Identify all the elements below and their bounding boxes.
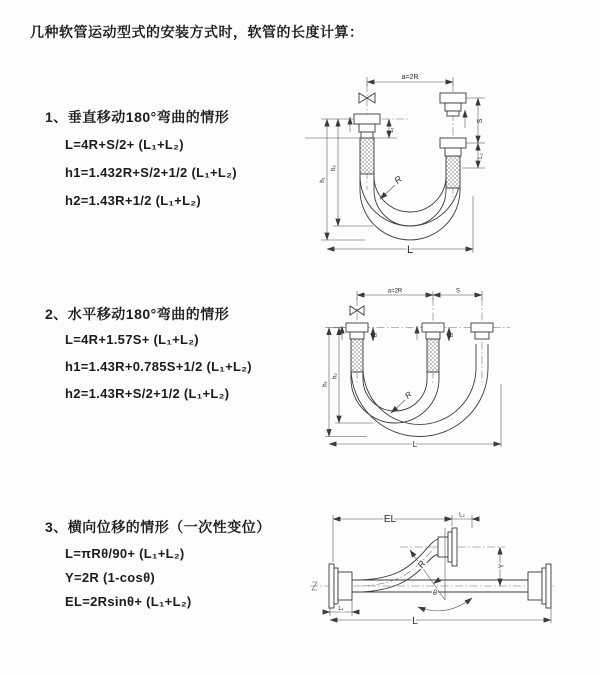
section-2-heading: 2、水平移动180°弯曲的情形 [45, 306, 230, 322]
section-3-heading: 3、横向位移的情形（一次性变位） [45, 519, 271, 535]
section-3-formula-EL: EL=2Rsinθ+ (L₁+L₂) [65, 594, 192, 609]
diagram-vertical-180-bend [305, 68, 585, 258]
displaced-flange [438, 528, 457, 566]
section-1-heading: 1、垂直移动180°弯曲的情形 [45, 109, 230, 125]
section-1-formula-h2: h2=1.43R+1/2 (L₁+L₂) [65, 193, 202, 208]
hose-u-curves [351, 344, 488, 437]
dim-l2-label: L₂ [448, 332, 455, 338]
dim-l-label: L [412, 440, 418, 449]
dim-angle-label: θ [433, 590, 437, 597]
dimension-end2 [449, 328, 455, 342]
braid-section [351, 339, 363, 372]
middle-end-fitting [422, 323, 444, 372]
dimension-stroke-s [466, 98, 485, 143]
dimension-end2 [445, 513, 479, 529]
section-2-formula-L: L=4R+1.57S+ (L₁+L₂) [65, 332, 199, 347]
dimension-h1 [320, 119, 365, 240]
dimension-end1 [305, 119, 397, 138]
dim-l-label: L [406, 244, 414, 256]
dim-width-label: a=2R [387, 288, 403, 295]
section-3-formula-Y: Y=2R (1-cosθ) [65, 570, 156, 585]
left-end-fitting [354, 114, 380, 174]
dim-l1-label: L₁ [338, 606, 344, 612]
dimension-length [329, 384, 501, 449]
section-1-formula-h1: h1=1.432R+S/2+1/2 (L₁+L₂) [65, 165, 237, 180]
right-end-fitting [471, 323, 493, 339]
dimension-width [357, 289, 482, 301]
dim-r-label: R [415, 558, 428, 570]
radius-leader [380, 173, 404, 199]
dimension-stroke-s [433, 289, 482, 296]
left-end-fitting [346, 323, 368, 372]
dim-r-label: R [392, 173, 404, 186]
section-1-formula-L: L=4R+S/2+ (L₁+L₂) [65, 137, 184, 152]
section-2-formula-h2: h2=1.43R+S/2+1/2 (L₁+L₂) [65, 386, 230, 401]
page-title: 几种软管运动型式的安装方式时，软管的长度计算： [30, 24, 364, 40]
radius-leader [391, 390, 414, 413]
dim-el-label: EL [383, 514, 397, 525]
dimension-end1 [373, 328, 379, 342]
dimension-width [367, 74, 453, 86]
dim-l2-label: L₂ [478, 153, 484, 159]
dimension-end1 [323, 600, 359, 616]
dim-l2-label: L₂ [459, 512, 465, 519]
dim-y-label: Y [498, 563, 506, 569]
dim-l1-label: L₁ [372, 332, 379, 338]
braid-section [427, 339, 439, 372]
dim-h1-label: h₁ [320, 177, 326, 183]
right-end-fitting-lower [440, 138, 466, 188]
dim-s-label: S [455, 288, 461, 295]
right-flange [528, 564, 551, 608]
hose-u-curves [360, 174, 460, 240]
dim-h2-label: h₂ [332, 373, 339, 379]
dim-l-label: L [412, 616, 418, 627]
diagram-horizontal-180-bend [315, 284, 590, 456]
dimension-el [333, 514, 452, 562]
right-end-fitting-upper [440, 93, 466, 116]
dim-s-label: S [477, 118, 484, 124]
dim-l1-label: L₁ [389, 127, 395, 133]
dim-h1-label: h₁ [322, 381, 329, 387]
dim-width-label: a=2R [401, 74, 419, 81]
section-3-formula-L: L=πRθ/90+ (L₁+L₂) [65, 546, 185, 561]
diagram-lateral-displacement [300, 508, 595, 653]
braid-section [446, 156, 460, 188]
section-2-formula-h1: h1=1.43R+0.785S+1/2 (L₁+L₂) [65, 359, 252, 374]
dim-r-label: R [403, 389, 414, 401]
left-flange [329, 564, 352, 608]
braid-section [360, 138, 374, 174]
dim-h2-label: h₂ [331, 165, 337, 171]
